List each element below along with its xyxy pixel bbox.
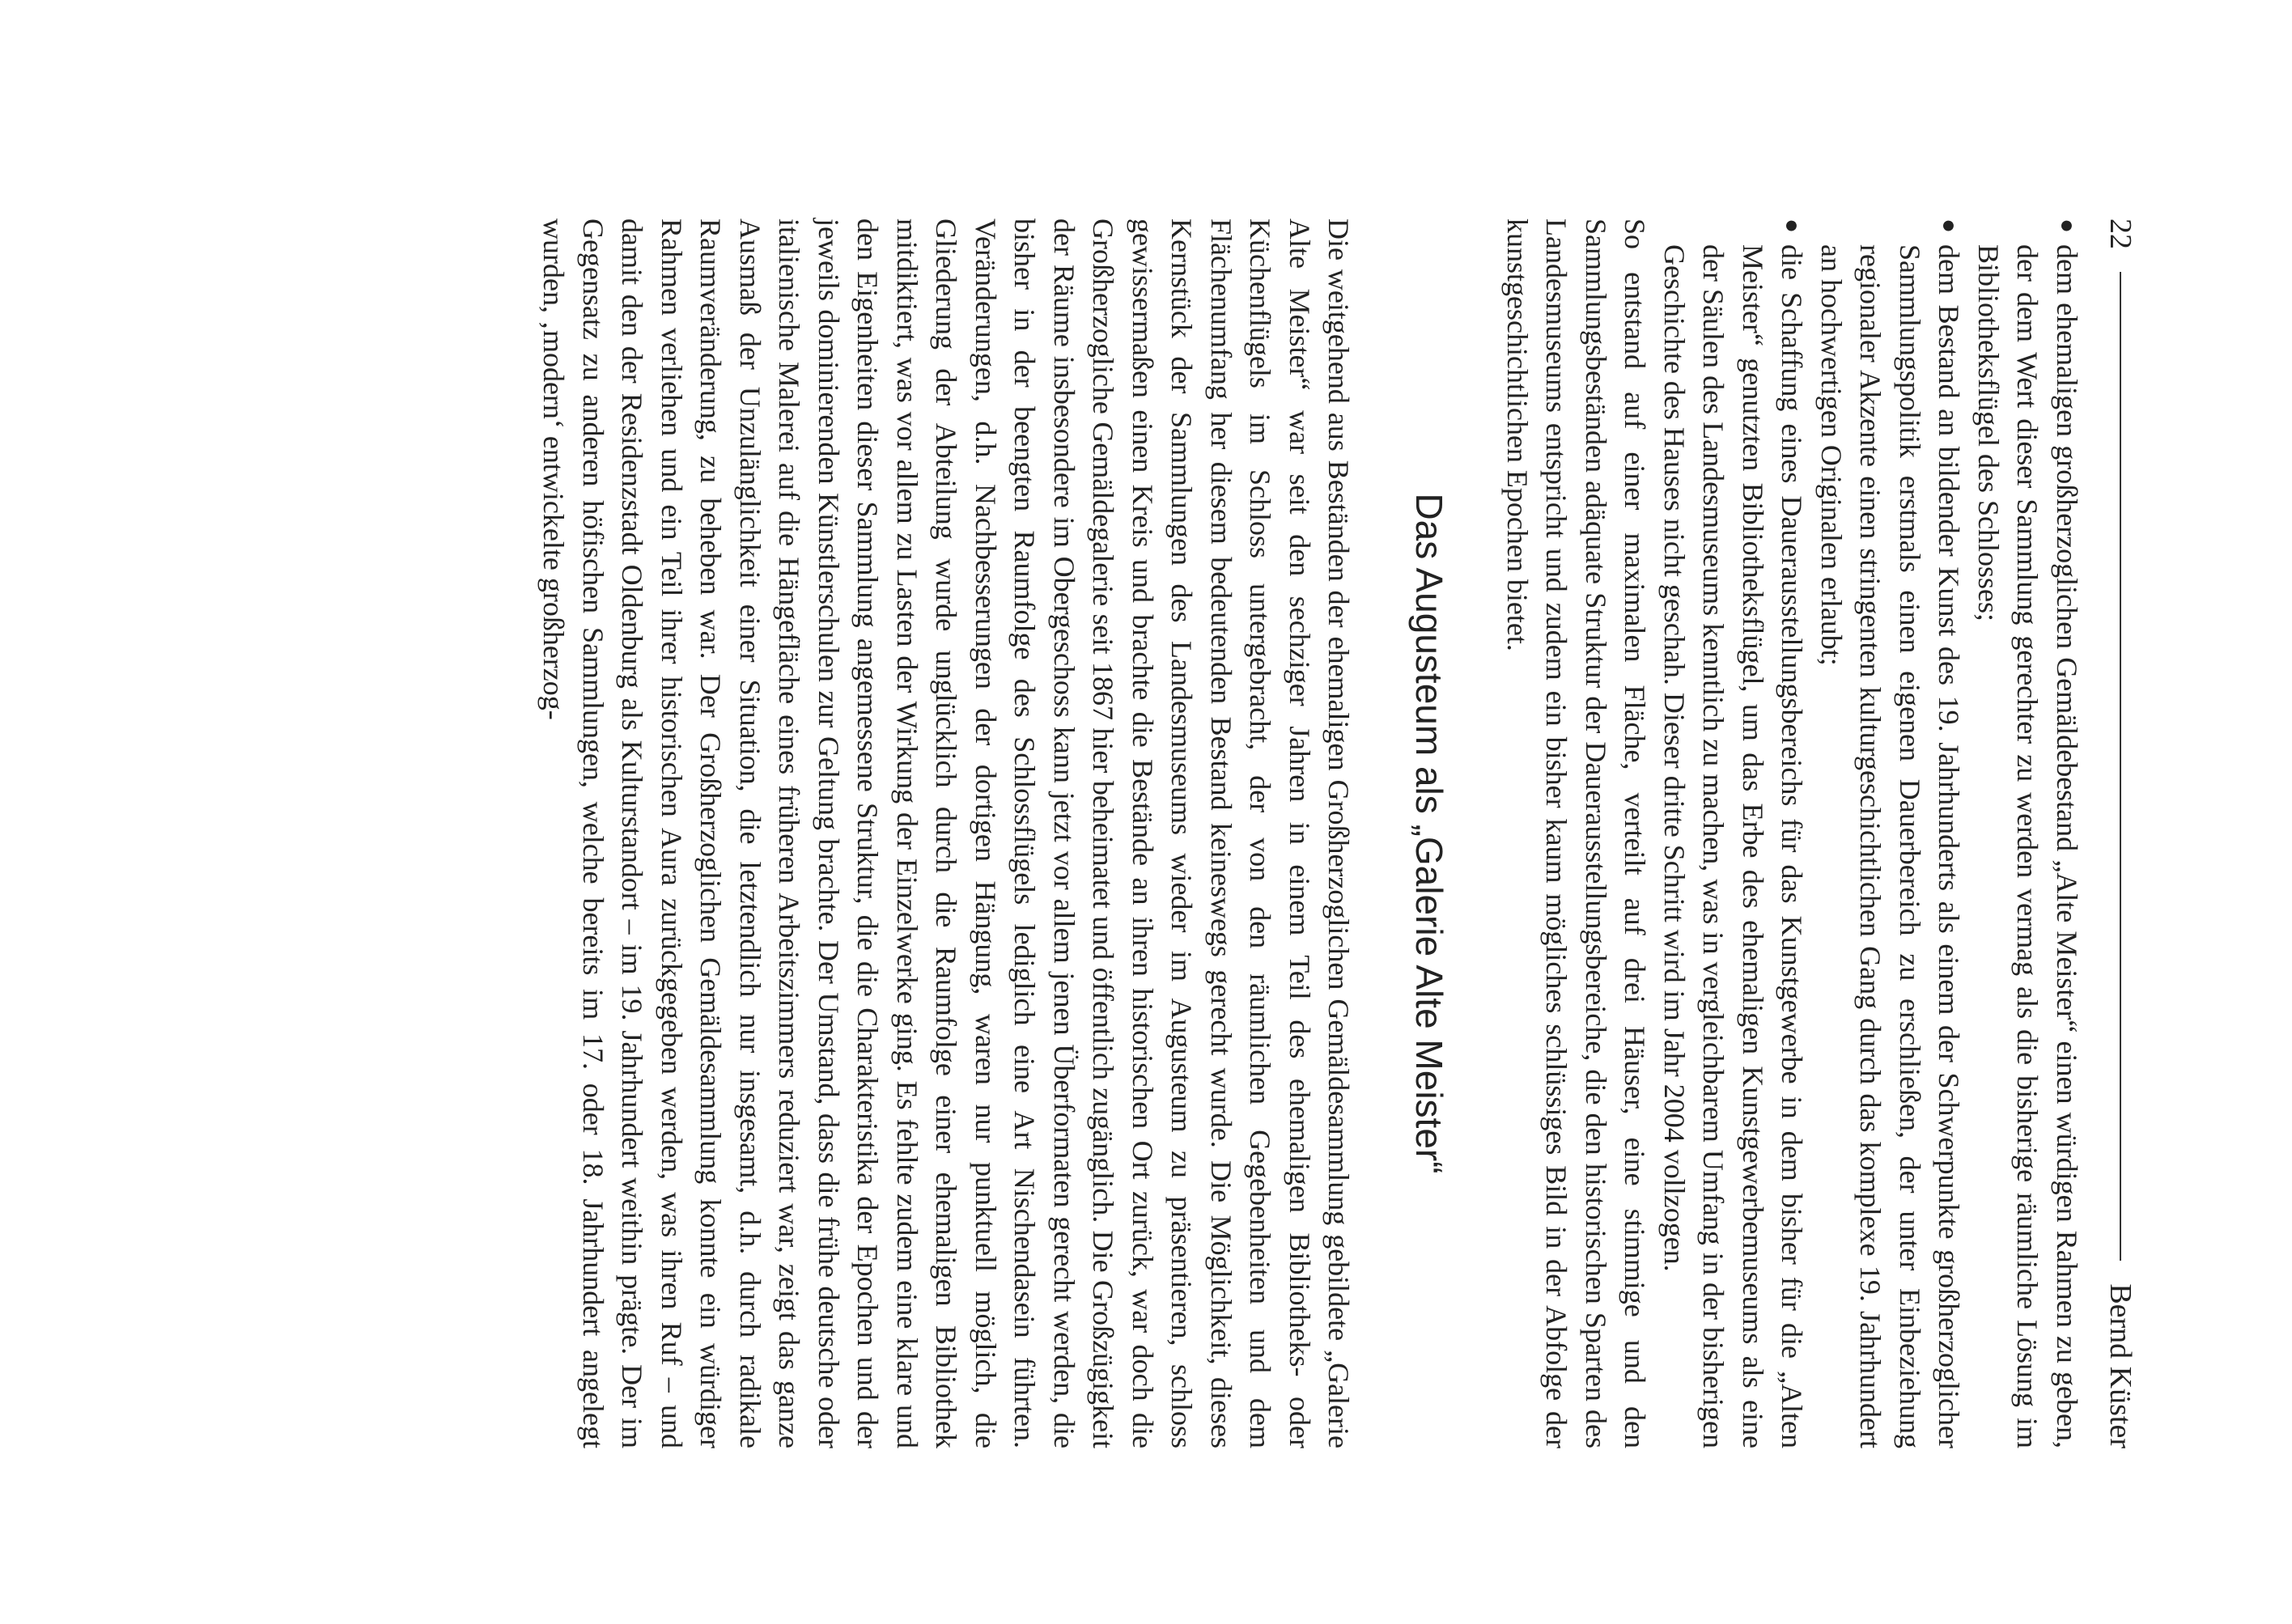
bullet-item xyxy=(1969,218,2087,1448)
header-rule xyxy=(2120,272,2121,1261)
rotated-page-content xyxy=(251,218,2145,1448)
paragraph: Die weitgehend aus Beständen der ehemaligen Großherzoglichen Gemäldesammlung gebildete „Galerie Alte Meister“ war seit den sechziger Jahren in einem Teil des ehemaligen Bibliotheks- oder Küchenflügels im Schloss untergebracht, der von den räumlichen Gegebenheiten und dem Flächenumfang her diesem bedeutenden Bestand keineswegs gerecht wurde. Die Möglichkeit, dieses Kernstück der Sammlungen des Landesmuseums wieder im Augusteum zu präsentieren, schloss gewissermaßen einen Kreis und brachte die Bestände an ihren historischen Ort zurück, war doch die Großherzogliche Gemäldegalerie seit 1867 hier beheimatet und öffentlich zugänglich. Die Großzügigkeit der Räume insbesondere im Obergeschoss kann jetzt vor allem jenen Überformaten gerecht werden, die bisher in der beengten Raumfolge des Schlossflügels lediglich eine Art Nischendasein führten. Veränderungen, d.h. Nachbesserungen der dortigen Hängung, waren nur punktuell möglich, die Gliederung der Abteilung wurde unglücklich durch die Raumfolge einer ehemaligen Bibliothek mitdiktiert, was vor allem zu Lasten der Wirkung der Einzelwerke ging. Es fehlte zudem eine klare und den Eigenheiten dieser Sammlung angemessene Struktur, die die Charakteristika der Epochen und der jeweils dominierenden Künstlerschulen zur Geltung brachte. Der Umstand, dass die frühe deutsche oder italienische Malerei auf die Hängefläche eines früheren Arbeitszimmers reduziert war, zeigt das ganze Ausmaß der Unzulänglichkeit einer Situation, die letztendlich nur insgesamt, d.h. durch radikale Raumveränderung, zu beheben war. Der Großherzoglichen Gemäldesammlung konnte ein würdiger Rahmen verliehen und ein Teil ihrer historischen Aura zurückgegeben werden, was ihren Ruf – und damit den der Residenzstadt Oldenburg als Kulturstandort – im 19. Jahrhundert weithin prägte. Der im Gegensatz zu anderen höfischen Sammlungen, welche bereits im 17. oder 18. Jahrhundert angelegt wurden, ‚modern‘ entwickelte großherzog- xyxy=(537,218,1356,1448)
running-head xyxy=(2096,218,2145,1448)
bullet-text: die Schaffung eines Dauerausstellungsbereichs für das Kunstgewerbe in dem bisher für die „Alten Meister“ genutzten Bibliotheksflügel, um das Erbe des ehemaligen Kunstgewerbemuseums als eine der Säulen des Landesmuseums kenntlich zu machen, was in vergleichbarem Umfang in der bisherigen Geschichte des Hauses nicht geschah. Dieser dritte Schritt wird im Jahr 2004 vollzogen. xyxy=(1658,244,1809,1448)
paragraph: So entstand auf einer maximalen Fläche, verteilt auf drei Häuser, eine stimmige und den Sammlungsbeständen adäquate Struktur der Dauerausstellungsbereiche, die den historischen Sparten des Landesmuseums entspricht und zudem ein bisher kaum mögliches schlüssiges Bild in der Abfolge der kunstgeschichtlichen Epochen bietet. xyxy=(1501,218,1652,1448)
body-text xyxy=(534,218,2086,1448)
author-name: Bernd Küster xyxy=(2103,1283,2137,1448)
page-number: 22 xyxy=(2103,218,2137,249)
bullet-item xyxy=(1812,218,1969,1448)
section-heading: Das Augusteum als „Galerie Alte Meister“ xyxy=(1408,493,1451,1174)
bullet-icon: ● xyxy=(1779,218,1806,234)
bullet-text: dem Bestand an bildender Kunst des 19. Jahrhunderts als einem der Schwerpunkte großherzoglicher Sammlungspolitik erstmals einen eigenen Dauerbereich zu erschließen, der unter Einbeziehung regionaler Akzente einen stringenten kulturgeschichtlichen Gang durch das komplexe 19. Jahrhundert an hochwertigen Originalen erlaubt; xyxy=(1815,244,1966,1448)
bullet-list xyxy=(1655,218,2087,1448)
bullet-item xyxy=(1655,218,1812,1448)
bullet-icon: ● xyxy=(2054,218,2081,234)
bullet-icon: ● xyxy=(1936,218,1963,234)
bullet-text: dem ehemaligen großherzoglichen Gemäldebestand „Alte Meister“ einen würdigen Rahmen zu geben, der dem Wert dieser Sammlung gerechter zu werden vermag als die bisherige räumliche Lösung im Bibliotheksflügel des Schlosses; xyxy=(1972,244,2083,1448)
